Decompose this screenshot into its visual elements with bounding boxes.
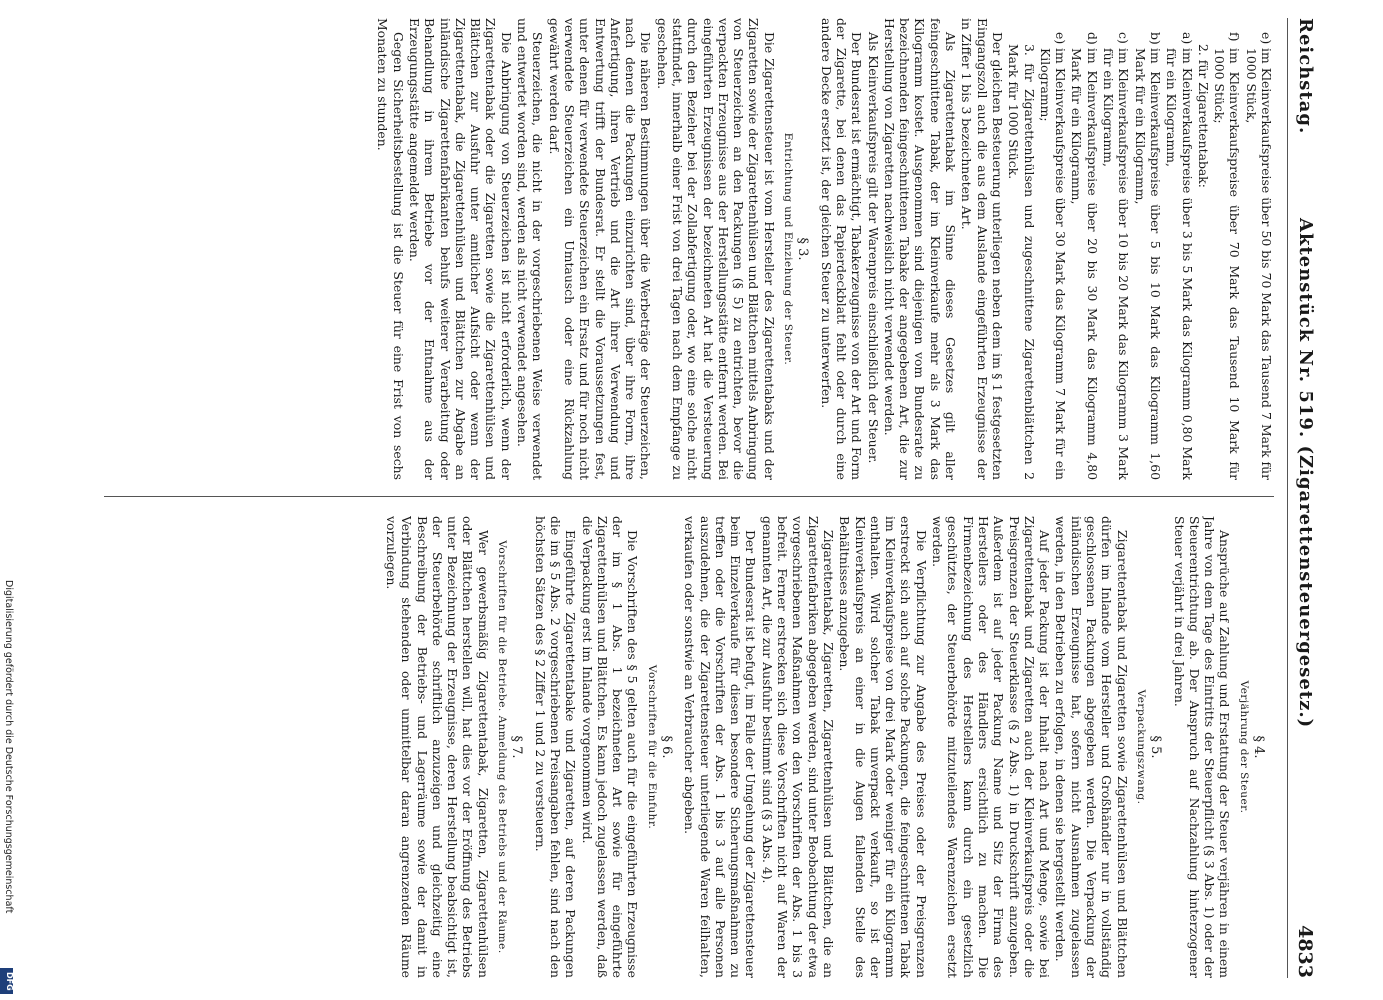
- section-4-subtitle: Verjährung der Steuer.: [1237, 680, 1250, 814]
- list-item: d) im Kleinverkaufspreise über 20 bis 30 Mark das Kilogramm 4,80 Mark für ein Kilogramm,: [1069, 32, 1100, 480]
- section-3-subtitle: Entrichtung und Einziehung der Steuer.: [782, 132, 795, 366]
- section-3-title: § 3.: [795, 237, 811, 261]
- paragraph: Die näheren Bestimmungen über die Werbeträge der Steuerzeichen, nach denen die Packungen einzurichten sind, über ihre Form, ihre Anfertigung, ihren Vertrieb und die Art ihrer Verwendung und Entwertung trifft der Bundesrat. Er stellt die Voraussetzungen fest, unter denen für verwendete Steuerzeichen ein Ersatz und für noch nicht verwendete Steuerzeichen ein Umtausch oder eine Rückzahlung gewährt werden darf.: [546, 18, 654, 480]
- page-header: [1280, 18, 1316, 978]
- right-column: [94, 516, 1274, 978]
- item-2-intro: 2. für Zigarettentabak:: [1195, 44, 1211, 188]
- paragraph: Als Zigarettentabak im Sinne dieses Gesetzes gilt aller feingeschnittene Tabak, der im Kleinverkaufe mehr als 3 Mark das Kilogramm kostet. Ausgenommen sind diejenigen vom Bundesrate zu bezeichnenden feingeschnittenen Tabake der angegebenen Art, die zur Herstellung von Zigaretten nachweislich nicht verwendet werden.: [881, 18, 959, 480]
- paragraph: Auf jeder Packung ist der Inhalt nach Art und Menge, sowie bei Zigarettentabak und Zigaretten auch der Kleinverkaufspreis oder die Preisgrenzen der Steuerklasse (§ 2 Abs. 1) in Druckschrift anzugeben. Außerdem ist auf jeder Packung Name und Sitz der Firma des Herstellers oder des Händlers ersichtlich zu machen. Die Firmenbezeichnung des Herstellers kann durch ein gesetzlich geschütztes, der Steuerbehörde mitzuteilendes Warenzeichen ersetzt werden.: [930, 516, 1053, 978]
- section-5-title: § 5.: [1148, 735, 1164, 759]
- paragraph: Ansprüche auf Zahlung und Erstattung der Steuer verjähren in einem Jahre von dem Tage des Eintritts der Steuerpflicht (§ 3 Abs. 1) oder der Steuerentrichtung ab. Der Anspruch auf Nachzahlung hinterzogener Steuer verjährt in drei Jahren.: [1171, 516, 1233, 978]
- paragraph: Gegen Sicherheitsbestellung ist die Steuer für eine Frist von sechs Monaten zu stunden.: [375, 18, 406, 480]
- paragraph: Die Vorschriften des § 5 gelten auch für die eingeführten Erzeugnisse der im § 1 Abs. 1 bezeichneten Art sowie für eingeführte Zigarettenhülsen und Blättchen. Es kann jedoch zugelassen werden, daß die Verpackung erst im Inlande vorgenommen wird.: [579, 516, 641, 978]
- section-4-title: § 4.: [1251, 735, 1266, 759]
- paragraph: Die Anbringung von Steuerzeichen ist nicht erforderlich, wenn der Zigarettentabak oder die Zigaretten sowie die Zigarettenhülsen und Blättchen zur Ausfuhr unter amtlicher Aufsicht oder wenn der Zigarettentabak, die Zigarettenhülsen und Blättchen zur Abgabe an inländische Zigarettenfabrikanten behufs weiterer Verarbeitung oder Behandlung in ihrem Betriebe vor der Entnahme aus der Erzeugungsstätte angemeldet werden.: [406, 18, 514, 480]
- list-item: e) im Kleinverkaufspreise über 50 bis 70 Mark das Tausend 7 Mark für 1000 Stück,: [1243, 32, 1274, 480]
- paragraph: Eingeführte Zigarettentabake und Zigaretten, auf deren Packungen die im § 5 Abs. 2 vorgeschriebenen Preisangaben fehlen, sind nach den höchsten Sätzen des § 2 Ziffer 1 und 2 zu versteuern.: [532, 516, 579, 978]
- dfg-logo: DFG: [0, 968, 13, 994]
- paragraph: Wer gewerbsmäßig Zigarettentabak, Zigaretten, Zigarettenhülsen oder Blättchen herstellen will, hat dies vor der Eröffnung des Betriebs unter Bezeichnung der Erzeugnisse, deren Herstellung beabsichtigt ist, der Steuerbehörde schriftlich anzuzeigen und gleichzeitig eine Beschreibung der Betriebs- und Lagerräume sowie der damit in Verbindung stehenden oder unmittelbar daran angrenzenden Räume vorzulegen.: [383, 516, 491, 978]
- paragraph: Zigarettentabak, Zigaretten, Zigarettenhülsen und Blättchen, die an Zigarettenfabriken abgegeben werden, sind unter Beobachtung der etwa vorgeschriebenen Maßnahmen von den Vorschriften der Abs. 1 bis 3 befreit. Ferner erstrecken sich diese Vorschriften nicht auf Waren der genannten Art, die zur Ausfuhr bestimmt sind (§ 3 Abs. 4).: [759, 516, 836, 978]
- list-item: e) im Kleinverkaufspreise über 30 Mark das Kilogramm 7 Mark für ein Kilogramm;: [1037, 32, 1069, 480]
- page-number: 4833: [1294, 925, 1316, 978]
- paragraph: Die Verpflichtung zur Angabe des Preises oder der Preisgrenzen erstreckt sich auch auf solche Packungen, die feingeschnittenen Tabak im Kleinverkaufspreise von drei Mark oder weniger für ein Kilogramm enthalten. Wird solcher Tabak unverpackt verkauft, so ist der Kleinverkaufspreis an einer in die Augen fallenden Stelle des Behältnisses anzugeben.: [837, 516, 929, 978]
- paragraph: Steuerzeichen, die nicht in der vorgeschriebenen Weise verwendet und entwertet worden sind, werden als nicht verwendet angesehen.: [515, 18, 546, 480]
- column-separator: [104, 496, 1274, 497]
- header-left: Reichstag.: [1295, 18, 1316, 135]
- section-5-subtitle: Verpackungszwang.: [1134, 689, 1147, 805]
- left-column: [94, 18, 1274, 480]
- paragraph: Die Zigarettensteuer ist vom Hersteller des Zigarettentabaks und der Zigaretten sowie der Zigarettenhülsen und Blättchen mittels Anbringung von Steuerzeichen an den Packungen (§ 5) zu entrichten, bevor die verpackten Erzeugnisse aus der Herstellungsstätte entfernt werden. Bei eingeführten Erzeugnissen der bezeichneten Art hat die Versteuerung durch den Bezieher bei der Zollabfertigung oder, wo eine solche nicht stattfindet, innerhalb einer Frist von drei Tagen nach dem Empfange zu geschehen.: [654, 18, 777, 480]
- section-7-subtitle: Vorschriften für die Betriebe. Anmeldung des Betriebs und der Räume.: [496, 540, 509, 954]
- list-item: a) im Kleinverkaufspreise über 3 bis 5 Mark das Kilogramm 0,80 Mark für ein Kilogramm,: [1164, 32, 1195, 480]
- paragraph: Der gleichen Besteuerung unterliegen neben dem im § 1 festgesetzten Eingangszoll auch die aus dem Auslande eingeführten Erzeugnisse der in Ziffer 1 bis 3 bezeichneten Art.: [959, 18, 1005, 480]
- header-rule: [1287, 18, 1288, 978]
- section-7-title: § 7.: [509, 735, 525, 759]
- section-6-subtitle: Vorschriften für die Einfuhr.: [645, 664, 658, 830]
- paragraph: Als Kleinverkaufspreis gilt der Warenpreis einschließlich der Steuer.: [865, 32, 881, 464]
- paragraph: Der Bundesrat ist befugt, im Falle der Umgehung der Zigarettensteuer beim Einzelverkaufe für diesen besondere Sicherungsmaßnahmen zu treffen oder die Vorschriften der Abs. 1 bis 3 auf alle Personen auszudehnen, die der Zigarettensteuer unterliegende Waren feilhalten, verkaufen oder sonstwie an Verbraucher abgeben.: [682, 516, 759, 978]
- list-item: c) im Kleinverkaufspreise über 10 bis 20 Mark das Kilogramm 3 Mark für ein Kilogramm,: [1101, 32, 1132, 480]
- header-title: Aktenstück Nr. 519. (Zigarettensteuergesetz.): [1295, 218, 1316, 729]
- item-3: 3. für Zigarettenhülsen und zugeschnittene Zigarettenblättchen 2 Mark für 1000 Stück.: [1006, 44, 1037, 480]
- paragraph: Zigarettentabak und Zigaretten sowie Zigarettenhülsen und Blättchen dürfen im Inlande vom Hersteller und Großhändler nur in vollständig geschlossenen Packungen abgegeben werden. Die Verpackung der inländischen Erzeugnisse hat, sofern nicht Ausnahmen zugelassen werden, in den Betrieben zu erfolgen, in denen sie hergestellt werden.: [1053, 516, 1130, 978]
- digitization-credit: Digitalisierung gefördert durch die Deutsche Forschungsgemeinschaft: [3, 580, 14, 914]
- section-6-title: § 6.: [659, 735, 675, 759]
- paragraph: Der Bundesrat ist ermächtigt, Tabakerzeugnisse von der Art und Form der Zigarette, bei denen das Papierdeckblatt fehlt oder durch eine andere Decke ersetzt ist, der gleichen Steuer zu unterwerfen.: [818, 18, 865, 480]
- rotated-sheet: [48, 0, 1338, 1000]
- list-item: f) im Kleinverkaufspreise über 70 Mark das Tausend 10 Mark für 1000 Stück;: [1212, 32, 1243, 480]
- list-item: b) im Kleinverkaufspreise über 5 bis 10 Mark das Kilogramm 1,60 Mark für ein Kilogramm,: [1132, 32, 1163, 480]
